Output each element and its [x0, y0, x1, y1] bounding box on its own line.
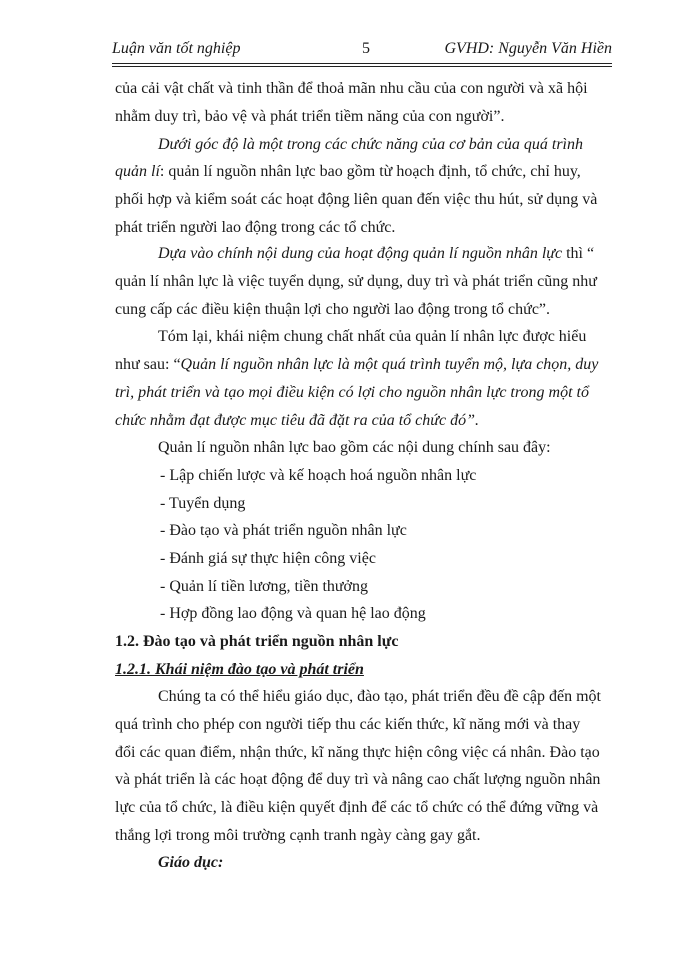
text-line	[115, 161, 581, 183]
text-line: Dưới góc độ là một trong các chức năng của cơ bản của quá trình	[158, 136, 583, 153]
italic-run: Quản lí nguồn nhân lực là một quá trình tuyển mộ, lựa chọn, duy	[180, 356, 599, 373]
list-item: - Đào tạo và phát triển nguồn nhân lực	[160, 522, 407, 539]
text-line: quá trình cho phép con người tiếp thu các kiến thức, kĩ năng mới và thay	[115, 716, 581, 733]
header-thesis-title: Luận văn tốt nghiệp	[112, 40, 241, 57]
text-line	[115, 354, 598, 376]
text-line: cung cấp các điều kiện thuận lợi cho người lao động trong tổ chức”.	[115, 301, 551, 318]
list-item: - Đánh giá sự thực hiện công việc	[160, 550, 376, 567]
text-line: Tóm lại, khái niệm chung chất nhất của quản lí nhân lực được hiểu	[158, 328, 587, 345]
text-line: đổi các quan điểm, nhận thức, kĩ năng thực hiện công việc cá nhân. Đào tạo	[115, 744, 600, 761]
list-item: - Quản lí tiền lương, tiền thưởng	[160, 578, 369, 595]
text-line: phối hợp và kiểm soát các hoạt động liên quan đến việc thu hút, sử dụng và	[115, 191, 598, 208]
section-heading: 1.2. Đào tạo và phát triển nguồn nhân lực	[115, 633, 399, 650]
italic-run: Dựa vào chính nội dung của hoạt động quản lí nguồn nhân lực	[158, 245, 563, 262]
list-item: - Hợp đồng lao động và quan hệ lao động	[160, 605, 426, 622]
subheading-giao-duc: Giáo dục:	[158, 854, 224, 871]
page-number: 5	[362, 40, 370, 57]
subsection-heading: 1.2.1. Khái niệm đào tạo và phát triển	[115, 661, 364, 678]
text-line: và phát triển là các hoạt động để duy trì và nâng cao chất lượng nguồn nhân	[115, 771, 601, 788]
list-item: - Lập chiến lược và kế hoạch hoá nguồn nhân lực	[160, 467, 477, 484]
text-line: Chúng ta có thể hiểu giáo dục, đào tạo, phát triển đều đề cập đến một	[158, 688, 601, 705]
page-header	[112, 40, 612, 62]
text-line: Quản lí nguồn nhân lực bao gồm các nội dung chính sau đây:	[158, 439, 551, 456]
text-line: quản lí nhân lực là việc tuyển dụng, sử dụng, duy trì và phát triển cũng như	[115, 273, 597, 290]
text-line	[158, 243, 594, 265]
text-line: thắng lợi trong môi trường cạnh tranh ngày càng gay gắt.	[115, 827, 481, 844]
text-line: phát triển người lao động trong các tổ chức.	[115, 219, 396, 236]
text-line: lực của tổ chức, là điều kiện quyết định để các tổ chức có thể đứng vững và	[115, 799, 599, 816]
italic-run: quản lí	[115, 163, 160, 180]
header-advisor: GVHD: Nguyễn Văn Hiền	[444, 40, 612, 57]
text-line: chức nhằm đạt được mục tiêu đã đặt ra của tổ chức đó”.	[115, 412, 479, 429]
text-run: như sau: “	[115, 356, 181, 373]
text-run: : quản lí nguồn nhân lực bao gồm từ hoạch định, tổ chức, chỉ huy,	[159, 163, 581, 180]
text-line: trì, phát triển và tạo mọi điều kiện có lợi cho nguồn nhân lực trong một tổ	[115, 384, 589, 401]
text-line: nhằm duy trì, bảo vệ và phát triển tiềm năng của con người”.	[115, 108, 505, 125]
list-item: - Tuyển dụng	[160, 495, 246, 512]
text-run: thì “	[562, 245, 595, 262]
header-rule-bottom	[112, 66, 612, 67]
text-line: của cải vật chất và tinh thần để thoả mãn nhu cầu của con người và xã hội	[115, 80, 588, 97]
header-rule-top	[112, 63, 612, 64]
